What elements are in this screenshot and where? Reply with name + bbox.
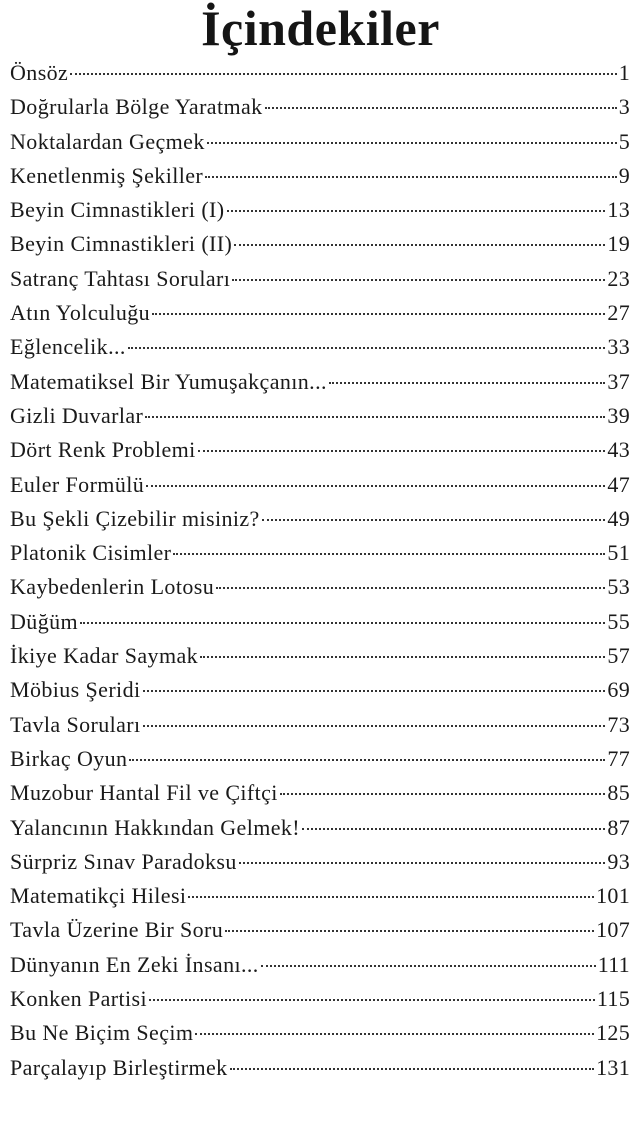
dot-leader <box>232 279 605 281</box>
toc-entry <box>10 330 630 364</box>
toc-entry <box>10 811 630 845</box>
toc-entry <box>10 948 630 982</box>
toc-entry <box>10 468 630 502</box>
toc-entry <box>10 742 630 776</box>
toc-entry-page-number: 19 <box>607 231 630 257</box>
dot-leader <box>262 519 606 521</box>
page-title: İçindekiler <box>201 0 440 56</box>
toc-entry-page-number: 107 <box>596 917 630 943</box>
dot-leader <box>143 725 606 727</box>
toc-entry-page-number: 39 <box>607 402 630 428</box>
toc-entry <box>10 1051 630 1085</box>
toc-entry-page-number: 27 <box>607 300 630 326</box>
dot-leader <box>207 142 617 144</box>
toc-entry-page-number: 69 <box>607 677 630 703</box>
toc-entry <box>10 159 630 193</box>
dot-leader <box>188 896 594 898</box>
toc-entry <box>10 536 630 570</box>
toc-entry-title: Parçalayıp Birleştirmek <box>10 1054 228 1080</box>
toc-entry-page-number: 5 <box>618 128 630 154</box>
toc-entry <box>10 433 630 467</box>
toc-entry-page-number: 93 <box>607 848 630 874</box>
toc-entry <box>10 845 630 879</box>
toc-entry-title: Dünyanın En Zeki İnsanı... <box>10 951 259 977</box>
toc-entry-page-number: 55 <box>607 608 630 634</box>
toc-entry <box>10 399 630 433</box>
toc-entry-page-number: 125 <box>596 1020 630 1046</box>
toc-entry <box>10 193 630 227</box>
toc-entry-title: Beyin Cimnastikleri (I) <box>10 197 225 223</box>
toc-entry-title: Tavla Üzerine Bir Soru <box>10 917 224 943</box>
toc-entry <box>10 1016 630 1050</box>
toc-entry <box>10 365 630 399</box>
dot-leader <box>128 347 606 349</box>
toc-entry-title: Düğüm <box>10 608 78 634</box>
dot-leader <box>149 999 595 1001</box>
toc-entry <box>10 262 630 296</box>
toc-entry-page-number: 77 <box>607 745 630 771</box>
toc-entry-page-number: 101 <box>596 883 630 909</box>
toc-entry-title: Satranç Tahtası Soruları <box>10 265 231 291</box>
dot-leader <box>230 1068 595 1070</box>
toc-entry <box>10 673 630 707</box>
dot-leader <box>152 313 605 315</box>
toc-entry <box>10 982 630 1016</box>
dot-leader <box>302 828 605 830</box>
dot-leader <box>146 485 605 487</box>
dot-leader <box>145 416 605 418</box>
toc-entry-title: Platonik Cisimler <box>10 540 172 566</box>
dot-leader <box>129 759 605 761</box>
toc-entry <box>10 570 630 604</box>
toc-entry-title: Doğrularla Bölge Yaratmak <box>10 94 263 120</box>
toc-entry <box>10 776 630 810</box>
toc-entry-title: Yalancının Hakkından Gelmek! <box>10 814 301 840</box>
toc-entry-title: Eğlencelik... <box>10 334 126 360</box>
dot-leader <box>261 965 596 967</box>
toc-entry-title: Noktalardan Geçmek <box>10 128 205 154</box>
dot-leader <box>173 553 605 555</box>
toc-entry-title: Euler Formülü <box>10 471 145 497</box>
toc-entry-title: Birkaç Oyun <box>10 745 128 771</box>
toc-entry-page-number: 131 <box>596 1054 630 1080</box>
toc-entry <box>10 639 630 673</box>
toc-entry-title: Atın Yolculuğu <box>10 300 151 326</box>
toc-entry-page-number: 23 <box>607 265 630 291</box>
toc-entry-title: Matematiksel Bir Yumuşakçanın... <box>10 368 327 394</box>
toc-entry <box>10 125 630 159</box>
toc-entry-title: Bu Ne Biçim Seçim <box>10 1020 194 1046</box>
dot-leader <box>195 1033 594 1035</box>
dot-leader <box>70 73 616 75</box>
toc-entry-page-number: 9 <box>618 162 630 188</box>
toc-entry-page-number: 85 <box>607 780 630 806</box>
toc-entry <box>10 879 630 913</box>
toc-entry-page-number: 1 <box>618 60 630 85</box>
toc-entry <box>10 502 630 536</box>
toc-entry <box>10 605 630 639</box>
toc-entry-page-number: 115 <box>596 986 630 1012</box>
toc-entry-title: Sürpriz Sınav Paradoksu <box>10 848 237 874</box>
dot-leader <box>280 793 606 795</box>
toc-entry-title: Matematikçi Hilesi <box>10 883 187 909</box>
toc-entry-title: Möbius Şeridi <box>10 677 141 703</box>
toc-entry-page-number: 33 <box>607 334 630 360</box>
toc-entry-title: Kenetlenmiş Şekiller <box>10 162 204 188</box>
toc-entry-page-number: 3 <box>618 94 630 120</box>
toc-entry-title: Muzobur Hantal Fil ve Çiftçi <box>10 780 278 806</box>
toc-entry-title: Dört Renk Problemi <box>10 437 196 463</box>
toc-entry-page-number: 53 <box>607 574 630 600</box>
toc-entry-page-number: 43 <box>607 437 630 463</box>
dot-leader <box>205 176 617 178</box>
toc-entry <box>10 296 630 330</box>
toc-entry-title: Gizli Duvarlar <box>10 402 144 428</box>
toc-entry-page-number: 37 <box>607 368 630 394</box>
toc-entry-page-number: 13 <box>607 197 630 223</box>
toc-entry-page-number: 73 <box>607 711 630 737</box>
toc-entry-title: Önsöz <box>10 60 69 85</box>
dot-leader <box>225 930 594 932</box>
toc-entry-page-number: 57 <box>607 643 630 669</box>
toc-entry <box>10 90 630 124</box>
dot-leader <box>143 690 606 692</box>
dot-leader <box>200 656 605 658</box>
toc-entry-page-number: 111 <box>597 951 630 977</box>
toc-entry-title: Kaybedenlerin Lotosu <box>10 574 215 600</box>
dot-leader <box>329 382 606 384</box>
toc-entry <box>10 708 630 742</box>
toc-entry-page-number: 87 <box>607 814 630 840</box>
dot-leader <box>227 210 606 212</box>
toc-entry-title: Tavla Soruları <box>10 711 141 737</box>
toc-entry <box>10 913 630 947</box>
toc-entry-title: Bu Şekli Çizebilir misiniz? <box>10 505 260 531</box>
dot-leader <box>265 107 617 109</box>
toc-entry <box>10 227 630 261</box>
dot-leader <box>239 862 606 864</box>
toc-entry <box>10 56 630 90</box>
dot-leader <box>216 587 605 589</box>
dot-leader <box>234 244 605 246</box>
toc-entry-page-number: 47 <box>607 471 630 497</box>
toc-entry-title: İkiye Kadar Saymak <box>10 643 199 669</box>
toc-entry-page-number: 51 <box>607 540 630 566</box>
dot-leader <box>80 622 605 624</box>
toc-entry-page-number: 49 <box>607 505 630 531</box>
dot-leader <box>198 450 606 452</box>
toc-list <box>10 56 630 1085</box>
toc-entry-title: Beyin Cimnastikleri (II) <box>10 231 233 257</box>
toc-entry-title: Konken Partisi <box>10 986 147 1012</box>
